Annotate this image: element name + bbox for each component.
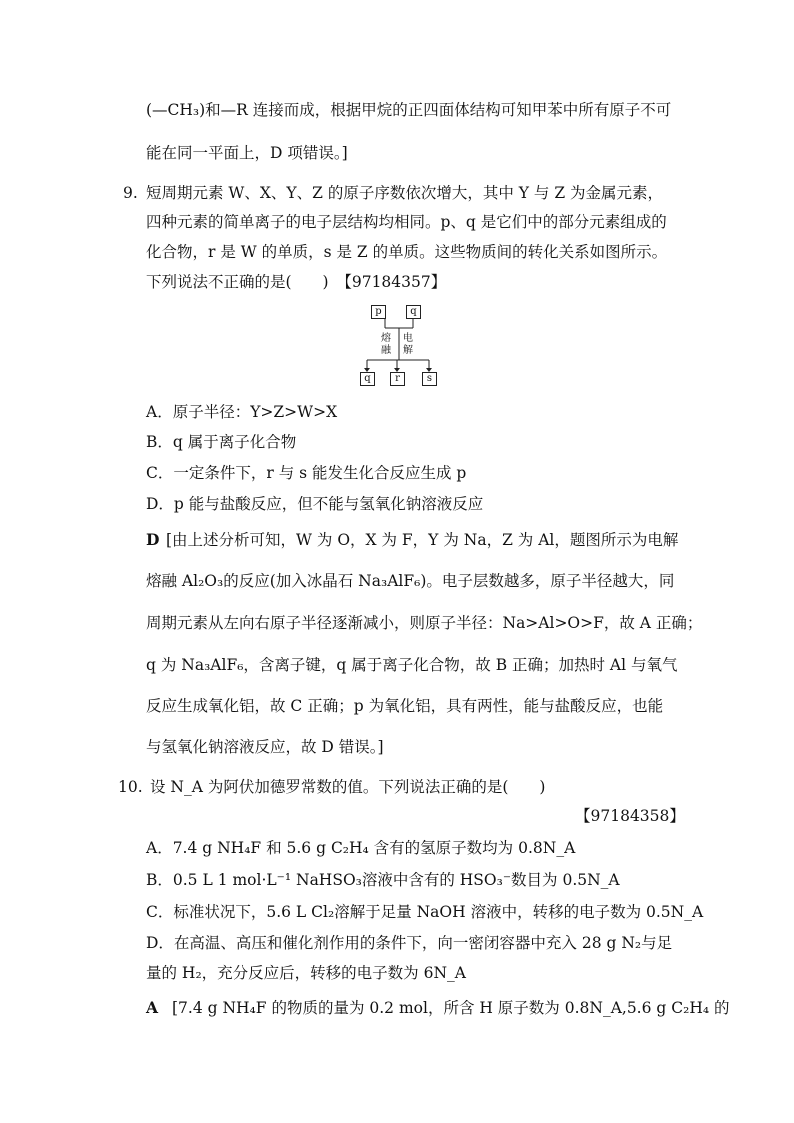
- diagram-box-s: s: [422, 372, 437, 386]
- diagram-label-rong: 熔: [381, 333, 391, 344]
- q10-code: 【97184358】: [575, 807, 685, 825]
- q10-option-d-line-2: 量的 H₂，充分反应后，转移的电子数为 6N_A: [146, 964, 466, 982]
- q9-explanation-line-4: q 为 Na₃AlF₆，含离子键，q 属于离子化合物，故 B 正确；加热时 Al 与氧气: [146, 656, 678, 674]
- q10-number: 10.: [118, 778, 143, 796]
- diagram-box-r: r: [390, 372, 405, 386]
- diagram-label-dian: 电: [403, 333, 413, 344]
- intro-line-1: (—CH₃)和—R 连接而成，根据甲烷的正四面体结构可知甲苯中所有原子不可: [146, 101, 672, 119]
- q10-answer-letter: A: [146, 998, 159, 1017]
- q9-stem-line-3: 化合物，r 是 W 的单质，s 是 Z 的单质。这些物质间的转化关系如图所示。: [146, 243, 668, 261]
- q10-option-d-line-1: D．在高温、高压和催化剂作用的条件下，向一密闭容器中充入 28 g N₂与足: [146, 934, 673, 952]
- q9-explanation-line-6: 与氢氧化钠溶液反应，故 D 错误。]: [146, 738, 384, 756]
- diagram-label-jie: 解: [403, 345, 413, 356]
- q10-explanation-line-1: [7.4 g NH₄F 的物质的量为 0.2 mol，所含 H 原子数为 0.8N_A,5.6 g C₂H₄ 的: [172, 999, 730, 1017]
- q10-stem: 设 N_A 为阿伏加德罗常数的值。下列说法正确的是( ): [150, 778, 546, 796]
- q9-option-b: B．q 属于离子化合物: [146, 433, 297, 451]
- q10-option-a: A．7.4 g NH₄F 和 5.6 g C₂H₄ 含有的氢原子数均为 0.8N_A: [146, 839, 576, 857]
- diagram-label-rong2: 融: [381, 345, 391, 356]
- diagram-box-p: p: [371, 305, 386, 319]
- diagram-box-q-bottom: q: [360, 372, 375, 386]
- diagram-box-q-top: q: [406, 305, 421, 319]
- q9-answer-letter: D: [146, 530, 160, 549]
- q9-option-a: A．原子半径：Y>Z>W>X: [146, 403, 338, 421]
- q9-stem-line-1: 短周期元素 W、X、Y、Z 的原子序数依次增大，其中 Y 与 Z 为金属元素，: [146, 184, 664, 202]
- q9-explanation-line-2: 熔融 Al₂O₃的反应(加入冰晶石 Na₃AlF₆)。电子层数越多，原子半径越大，同: [146, 572, 675, 590]
- q9-stem-line-2: 四种元素的简单离子的电子层结构均相同。p、q 是它们中的部分元素组成的: [146, 213, 667, 231]
- intro-line-2: 能在同一平面上，D 项错误。]: [146, 144, 348, 162]
- q10-option-b: B．0.5 L 1 mol·L⁻¹ NaHSO₃溶液中含有的 HSO₃⁻数目为 0.5N_A: [146, 871, 620, 889]
- q9-option-d: D．p 能与盐酸反应，但不能与氢氧化钠溶液反应: [146, 495, 484, 513]
- q9-explanation-line-5: 反应生成氧化铝，故 C 正确；p 为氧化铝，具有两性，能与盐酸反应，也能: [146, 697, 664, 715]
- q9-option-c: C．一定条件下，r 与 s 能发生化合反应生成 p: [146, 464, 467, 482]
- q9-explanation-line-1: [由上述分析可知，W 为 O，X 为 F，Y 为 Na，Z 为 Al，题图所示为电解: [166, 531, 679, 549]
- conversion-diagram: [355, 300, 445, 390]
- q9-explanation-line-3: 周期元素从左向右原子半径逐渐减小，则原子半径：Na>Al>O>F，故 A 正确；: [146, 614, 703, 632]
- q9-stem-line-4: 下列说法不正确的是( ) 【97184357】: [146, 273, 447, 291]
- q10-option-c: C．标准状况下，5.6 L Cl₂溶解于足量 NaOH 溶液中，转移的电子数为 0.5N_A: [146, 903, 704, 921]
- q9-number: 9.: [123, 184, 138, 202]
